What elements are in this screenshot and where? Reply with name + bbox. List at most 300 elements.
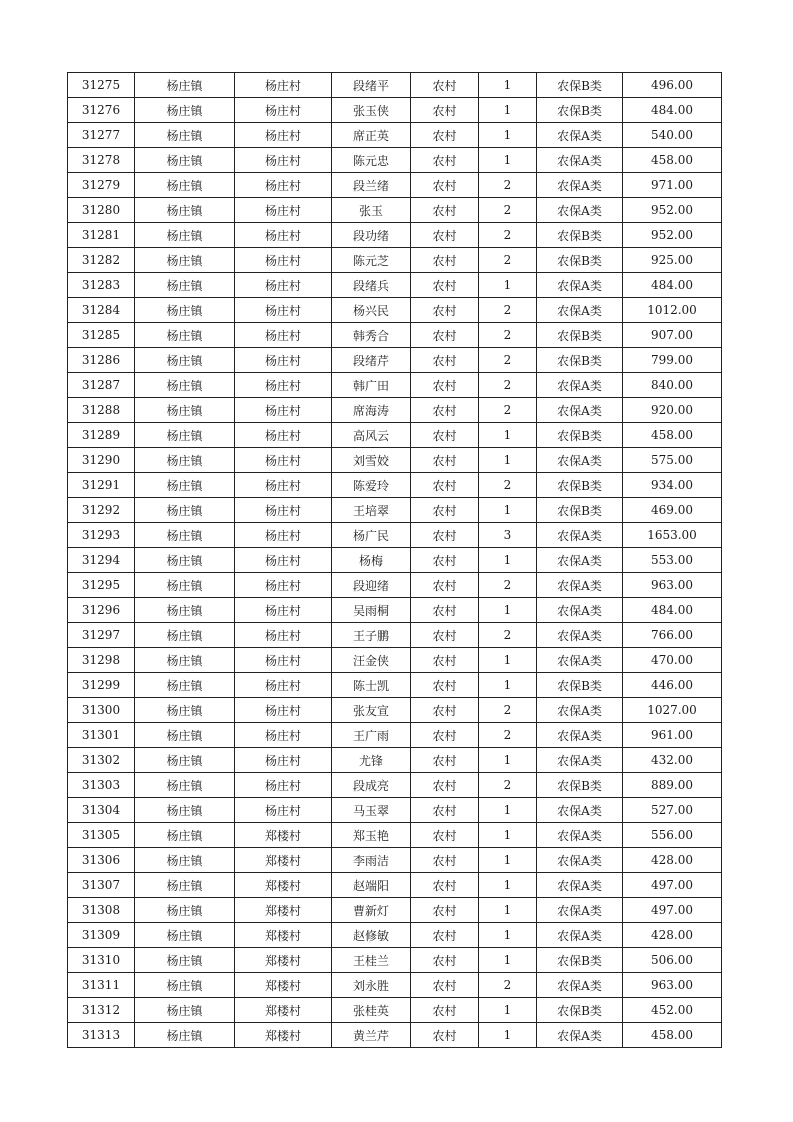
- cell-record-number: 31276: [68, 98, 135, 123]
- cell-household-type: 农村: [411, 673, 479, 698]
- cell-person-count: 1: [479, 823, 537, 848]
- cell-amount: 484.00: [623, 273, 722, 298]
- cell-town: 杨庄镇: [135, 998, 235, 1023]
- cell-name: 尤锋: [332, 748, 411, 773]
- table-row: [68, 523, 722, 548]
- cell-town: 杨庄镇: [135, 323, 235, 348]
- cell-insurance-category: 农保A类: [537, 448, 623, 473]
- cell-person-count: 2: [479, 698, 537, 723]
- cell-person-count: 1: [479, 998, 537, 1023]
- cell-amount: 469.00: [623, 498, 722, 523]
- cell-amount: 540.00: [623, 123, 722, 148]
- cell-amount: 840.00: [623, 373, 722, 398]
- cell-town: 杨庄镇: [135, 73, 235, 98]
- cell-town: 杨庄镇: [135, 473, 235, 498]
- cell-person-count: 2: [479, 298, 537, 323]
- cell-amount: 484.00: [623, 598, 722, 623]
- cell-village: 郑楼村: [235, 923, 332, 948]
- cell-person-count: 1: [479, 873, 537, 898]
- cell-village: 郑楼村: [235, 1023, 332, 1048]
- cell-person-count: 1: [479, 273, 537, 298]
- cell-record-number: 31275: [68, 73, 135, 98]
- cell-record-number: 31281: [68, 223, 135, 248]
- cell-person-count: 2: [479, 723, 537, 748]
- cell-household-type: 农村: [411, 998, 479, 1023]
- cell-household-type: 农村: [411, 948, 479, 973]
- cell-town: 杨庄镇: [135, 798, 235, 823]
- cell-village: 杨庄村: [235, 198, 332, 223]
- cell-name: 李雨洁: [332, 848, 411, 873]
- cell-person-count: 1: [479, 73, 537, 98]
- cell-insurance-category: 农保A类: [537, 873, 623, 898]
- cell-name: 韩秀合: [332, 323, 411, 348]
- cell-village: 杨庄村: [235, 423, 332, 448]
- cell-person-count: 2: [479, 473, 537, 498]
- table-row: [68, 823, 722, 848]
- cell-person-count: 2: [479, 623, 537, 648]
- cell-amount: 553.00: [623, 548, 722, 573]
- cell-household-type: 农村: [411, 523, 479, 548]
- cell-amount: 497.00: [623, 873, 722, 898]
- cell-person-count: 2: [479, 248, 537, 273]
- cell-person-count: 2: [479, 573, 537, 598]
- cell-village: 杨庄村: [235, 523, 332, 548]
- cell-name: 赵修敏: [332, 923, 411, 948]
- cell-record-number: 31293: [68, 523, 135, 548]
- cell-record-number: 31295: [68, 573, 135, 598]
- cell-name: 杨兴民: [332, 298, 411, 323]
- cell-village: 杨庄村: [235, 273, 332, 298]
- cell-amount: 428.00: [623, 848, 722, 873]
- cell-town: 杨庄镇: [135, 598, 235, 623]
- cell-amount: 925.00: [623, 248, 722, 273]
- table-row: [68, 748, 722, 773]
- cell-person-count: 2: [479, 373, 537, 398]
- cell-record-number: 31291: [68, 473, 135, 498]
- cell-name: 王广雨: [332, 723, 411, 748]
- cell-amount: 458.00: [623, 423, 722, 448]
- cell-town: 杨庄镇: [135, 148, 235, 173]
- cell-person-count: 1: [479, 748, 537, 773]
- cell-record-number: 31304: [68, 798, 135, 823]
- cell-amount: 920.00: [623, 398, 722, 423]
- cell-amount: 428.00: [623, 923, 722, 948]
- cell-record-number: 31289: [68, 423, 135, 448]
- cell-insurance-category: 农保A类: [537, 123, 623, 148]
- cell-record-number: 31286: [68, 348, 135, 373]
- cell-person-count: 1: [479, 1023, 537, 1048]
- cell-village: 杨庄村: [235, 248, 332, 273]
- cell-name: 汪金侠: [332, 648, 411, 673]
- cell-name: 刘永胜: [332, 973, 411, 998]
- cell-town: 杨庄镇: [135, 898, 235, 923]
- cell-insurance-category: 农保A类: [537, 523, 623, 548]
- cell-household-type: 农村: [411, 623, 479, 648]
- cell-record-number: 31277: [68, 123, 135, 148]
- cell-amount: 1012.00: [623, 298, 722, 323]
- cell-insurance-category: 农保A类: [537, 648, 623, 673]
- cell-insurance-category: 农保B类: [537, 773, 623, 798]
- cell-name: 陈士凯: [332, 673, 411, 698]
- cell-record-number: 31311: [68, 973, 135, 998]
- cell-name: 王子鹏: [332, 623, 411, 648]
- cell-town: 杨庄镇: [135, 273, 235, 298]
- cell-record-number: 31283: [68, 273, 135, 298]
- cell-household-type: 农村: [411, 223, 479, 248]
- table-row: [68, 598, 722, 623]
- cell-household-type: 农村: [411, 773, 479, 798]
- cell-village: 杨庄村: [235, 648, 332, 673]
- cell-town: 杨庄镇: [135, 773, 235, 798]
- cell-name: 杨广民: [332, 523, 411, 548]
- table-row: [68, 798, 722, 823]
- cell-town: 杨庄镇: [135, 873, 235, 898]
- cell-name: 张桂英: [332, 998, 411, 1023]
- table-row: [68, 298, 722, 323]
- cell-household-type: 农村: [411, 148, 479, 173]
- cell-town: 杨庄镇: [135, 373, 235, 398]
- cell-household-type: 农村: [411, 698, 479, 723]
- cell-person-count: 2: [479, 973, 537, 998]
- cell-village: 杨庄村: [235, 798, 332, 823]
- cell-town: 杨庄镇: [135, 523, 235, 548]
- table-row: [68, 223, 722, 248]
- table-row: [68, 73, 722, 98]
- cell-person-count: 1: [479, 673, 537, 698]
- cell-name: 郑玉艳: [332, 823, 411, 848]
- cell-insurance-category: 农保A类: [537, 548, 623, 573]
- cell-name: 曹新灯: [332, 898, 411, 923]
- benefit-roster-table: [67, 72, 722, 1048]
- cell-name: 杨梅: [332, 548, 411, 573]
- cell-insurance-category: 农保A类: [537, 698, 623, 723]
- cell-amount: 556.00: [623, 823, 722, 848]
- cell-record-number: 31306: [68, 848, 135, 873]
- cell-name: 王培翠: [332, 498, 411, 523]
- cell-record-number: 31313: [68, 1023, 135, 1048]
- cell-insurance-category: 农保A类: [537, 623, 623, 648]
- cell-household-type: 农村: [411, 748, 479, 773]
- cell-household-type: 农村: [411, 198, 479, 223]
- cell-village: 杨庄村: [235, 698, 332, 723]
- cell-record-number: 31279: [68, 173, 135, 198]
- cell-village: 杨庄村: [235, 398, 332, 423]
- cell-amount: 963.00: [623, 573, 722, 598]
- cell-person-count: 1: [479, 148, 537, 173]
- cell-household-type: 农村: [411, 823, 479, 848]
- cell-household-type: 农村: [411, 473, 479, 498]
- table-row: [68, 173, 722, 198]
- cell-name: 陈元忠: [332, 148, 411, 173]
- table-row: [68, 723, 722, 748]
- cell-insurance-category: 农保A类: [537, 148, 623, 173]
- cell-village: 杨庄村: [235, 723, 332, 748]
- cell-insurance-category: 农保B类: [537, 498, 623, 523]
- cell-household-type: 农村: [411, 923, 479, 948]
- cell-town: 杨庄镇: [135, 723, 235, 748]
- cell-village: 杨庄村: [235, 123, 332, 148]
- cell-person-count: 3: [479, 523, 537, 548]
- table-row: [68, 1023, 722, 1048]
- cell-record-number: 31290: [68, 448, 135, 473]
- cell-insurance-category: 农保B类: [537, 423, 623, 448]
- cell-town: 杨庄镇: [135, 923, 235, 948]
- cell-village: 郑楼村: [235, 848, 332, 873]
- cell-record-number: 31298: [68, 648, 135, 673]
- cell-village: 杨庄村: [235, 673, 332, 698]
- cell-household-type: 农村: [411, 173, 479, 198]
- cell-town: 杨庄镇: [135, 823, 235, 848]
- cell-amount: 961.00: [623, 723, 722, 748]
- cell-town: 杨庄镇: [135, 1023, 235, 1048]
- cell-name: 张玉: [332, 198, 411, 223]
- table-row: [68, 923, 722, 948]
- cell-amount: 452.00: [623, 998, 722, 1023]
- cell-household-type: 农村: [411, 1023, 479, 1048]
- cell-village: 郑楼村: [235, 998, 332, 1023]
- cell-amount: 766.00: [623, 623, 722, 648]
- cell-person-count: 2: [479, 323, 537, 348]
- cell-record-number: 31312: [68, 998, 135, 1023]
- cell-name: 段迎绪: [332, 573, 411, 598]
- cell-town: 杨庄镇: [135, 123, 235, 148]
- cell-record-number: 31296: [68, 598, 135, 623]
- cell-record-number: 31301: [68, 723, 135, 748]
- cell-record-number: 31284: [68, 298, 135, 323]
- cell-name: 高风云: [332, 423, 411, 448]
- cell-insurance-category: 农保B类: [537, 998, 623, 1023]
- cell-household-type: 农村: [411, 423, 479, 448]
- cell-village: 杨庄村: [235, 373, 332, 398]
- cell-insurance-category: 农保B类: [537, 673, 623, 698]
- table-row: [68, 473, 722, 498]
- cell-name: 段绪平: [332, 73, 411, 98]
- cell-household-type: 农村: [411, 573, 479, 598]
- table-row: [68, 498, 722, 523]
- cell-insurance-category: 农保A类: [537, 798, 623, 823]
- cell-town: 杨庄镇: [135, 848, 235, 873]
- roster-body: [68, 73, 722, 1048]
- cell-village: 杨庄村: [235, 473, 332, 498]
- cell-name: 席海涛: [332, 398, 411, 423]
- cell-town: 杨庄镇: [135, 448, 235, 473]
- cell-insurance-category: 农保A类: [537, 398, 623, 423]
- cell-household-type: 农村: [411, 548, 479, 573]
- cell-household-type: 农村: [411, 373, 479, 398]
- cell-insurance-category: 农保B类: [537, 323, 623, 348]
- cell-record-number: 31294: [68, 548, 135, 573]
- cell-village: 杨庄村: [235, 773, 332, 798]
- cell-name: 段成亮: [332, 773, 411, 798]
- cell-village: 郑楼村: [235, 948, 332, 973]
- table-row: [68, 448, 722, 473]
- cell-amount: 506.00: [623, 948, 722, 973]
- cell-household-type: 农村: [411, 298, 479, 323]
- cell-insurance-category: 农保A类: [537, 723, 623, 748]
- cell-person-count: 1: [479, 848, 537, 873]
- cell-village: 郑楼村: [235, 873, 332, 898]
- cell-person-count: 1: [479, 598, 537, 623]
- cell-village: 郑楼村: [235, 823, 332, 848]
- cell-record-number: 31282: [68, 248, 135, 273]
- cell-record-number: 31307: [68, 873, 135, 898]
- cell-insurance-category: 农保A类: [537, 923, 623, 948]
- table-row: [68, 123, 722, 148]
- cell-insurance-category: 农保B类: [537, 948, 623, 973]
- cell-insurance-category: 农保B类: [537, 473, 623, 498]
- cell-insurance-category: 农保B类: [537, 73, 623, 98]
- cell-household-type: 农村: [411, 273, 479, 298]
- cell-person-count: 2: [479, 198, 537, 223]
- cell-person-count: 1: [479, 923, 537, 948]
- cell-name: 段绪芹: [332, 348, 411, 373]
- cell-person-count: 2: [479, 173, 537, 198]
- cell-name: 马玉翠: [332, 798, 411, 823]
- table-row: [68, 148, 722, 173]
- table-row: [68, 648, 722, 673]
- cell-amount: 889.00: [623, 773, 722, 798]
- cell-name: 张玉侠: [332, 98, 411, 123]
- cell-village: 杨庄村: [235, 548, 332, 573]
- cell-record-number: 31297: [68, 623, 135, 648]
- table-row: [68, 773, 722, 798]
- cell-village: 杨庄村: [235, 448, 332, 473]
- cell-amount: 971.00: [623, 173, 722, 198]
- cell-insurance-category: 农保A类: [537, 823, 623, 848]
- cell-record-number: 31287: [68, 373, 135, 398]
- cell-town: 杨庄镇: [135, 348, 235, 373]
- cell-person-count: 1: [479, 898, 537, 923]
- cell-town: 杨庄镇: [135, 548, 235, 573]
- cell-insurance-category: 农保A类: [537, 973, 623, 998]
- cell-name: 陈爱玲: [332, 473, 411, 498]
- cell-household-type: 农村: [411, 873, 479, 898]
- cell-household-type: 农村: [411, 73, 479, 98]
- cell-name: 黄兰芹: [332, 1023, 411, 1048]
- cell-village: 杨庄村: [235, 323, 332, 348]
- cell-amount: 446.00: [623, 673, 722, 698]
- cell-record-number: 31305: [68, 823, 135, 848]
- table-row: [68, 898, 722, 923]
- table-row: [68, 573, 722, 598]
- table-row: [68, 548, 722, 573]
- cell-amount: 470.00: [623, 648, 722, 673]
- table-row: [68, 273, 722, 298]
- cell-amount: 1027.00: [623, 698, 722, 723]
- cell-town: 杨庄镇: [135, 973, 235, 998]
- cell-record-number: 31309: [68, 923, 135, 948]
- cell-household-type: 农村: [411, 498, 479, 523]
- cell-insurance-category: 农保A类: [537, 198, 623, 223]
- cell-insurance-category: 农保A类: [537, 573, 623, 598]
- cell-household-type: 农村: [411, 398, 479, 423]
- cell-amount: 934.00: [623, 473, 722, 498]
- cell-insurance-category: 农保B类: [537, 98, 623, 123]
- cell-amount: 963.00: [623, 973, 722, 998]
- table-row: [68, 348, 722, 373]
- cell-amount: 907.00: [623, 323, 722, 348]
- cell-name: 韩广田: [332, 373, 411, 398]
- cell-record-number: 31280: [68, 198, 135, 223]
- cell-person-count: 1: [479, 948, 537, 973]
- cell-insurance-category: 农保A类: [537, 898, 623, 923]
- table-row: [68, 673, 722, 698]
- cell-village: 杨庄村: [235, 498, 332, 523]
- cell-amount: 527.00: [623, 798, 722, 823]
- cell-person-count: 1: [479, 548, 537, 573]
- cell-household-type: 农村: [411, 248, 479, 273]
- cell-household-type: 农村: [411, 323, 479, 348]
- cell-household-type: 农村: [411, 898, 479, 923]
- cell-town: 杨庄镇: [135, 423, 235, 448]
- cell-village: 杨庄村: [235, 573, 332, 598]
- cell-name: 段绪兵: [332, 273, 411, 298]
- table-row: [68, 98, 722, 123]
- cell-village: 杨庄村: [235, 223, 332, 248]
- cell-insurance-category: 农保B类: [537, 348, 623, 373]
- cell-village: 杨庄村: [235, 98, 332, 123]
- cell-record-number: 31302: [68, 748, 135, 773]
- cell-insurance-category: 农保A类: [537, 273, 623, 298]
- cell-village: 郑楼村: [235, 898, 332, 923]
- cell-village: 杨庄村: [235, 348, 332, 373]
- cell-household-type: 农村: [411, 798, 479, 823]
- cell-town: 杨庄镇: [135, 698, 235, 723]
- cell-name: 吴雨桐: [332, 598, 411, 623]
- cell-record-number: 31308: [68, 898, 135, 923]
- cell-town: 杨庄镇: [135, 648, 235, 673]
- cell-town: 杨庄镇: [135, 298, 235, 323]
- cell-record-number: 31278: [68, 148, 135, 173]
- cell-household-type: 农村: [411, 648, 479, 673]
- cell-insurance-category: 农保A类: [537, 598, 623, 623]
- cell-household-type: 农村: [411, 723, 479, 748]
- table-row: [68, 423, 722, 448]
- cell-name: 张友宣: [332, 698, 411, 723]
- cell-household-type: 农村: [411, 123, 479, 148]
- cell-village: 杨庄村: [235, 148, 332, 173]
- table-row: [68, 248, 722, 273]
- cell-person-count: 1: [479, 423, 537, 448]
- cell-village: 郑楼村: [235, 973, 332, 998]
- cell-name: 陈元芝: [332, 248, 411, 273]
- cell-town: 杨庄镇: [135, 398, 235, 423]
- cell-amount: 799.00: [623, 348, 722, 373]
- table-row: [68, 373, 722, 398]
- cell-insurance-category: 农保B类: [537, 248, 623, 273]
- table-row: [68, 698, 722, 723]
- cell-insurance-category: 农保A类: [537, 373, 623, 398]
- cell-person-count: 2: [479, 398, 537, 423]
- table-row: [68, 398, 722, 423]
- cell-name: 刘雪姣: [332, 448, 411, 473]
- cell-village: 杨庄村: [235, 298, 332, 323]
- cell-name: 王桂兰: [332, 948, 411, 973]
- cell-amount: 575.00: [623, 448, 722, 473]
- cell-household-type: 农村: [411, 848, 479, 873]
- table-row: [68, 848, 722, 873]
- cell-town: 杨庄镇: [135, 498, 235, 523]
- cell-town: 杨庄镇: [135, 223, 235, 248]
- cell-amount: 496.00: [623, 73, 722, 98]
- table-row: [68, 873, 722, 898]
- cell-household-type: 农村: [411, 598, 479, 623]
- cell-person-count: 2: [479, 348, 537, 373]
- cell-amount: 458.00: [623, 1023, 722, 1048]
- cell-record-number: 31300: [68, 698, 135, 723]
- table-row: [68, 948, 722, 973]
- cell-household-type: 农村: [411, 348, 479, 373]
